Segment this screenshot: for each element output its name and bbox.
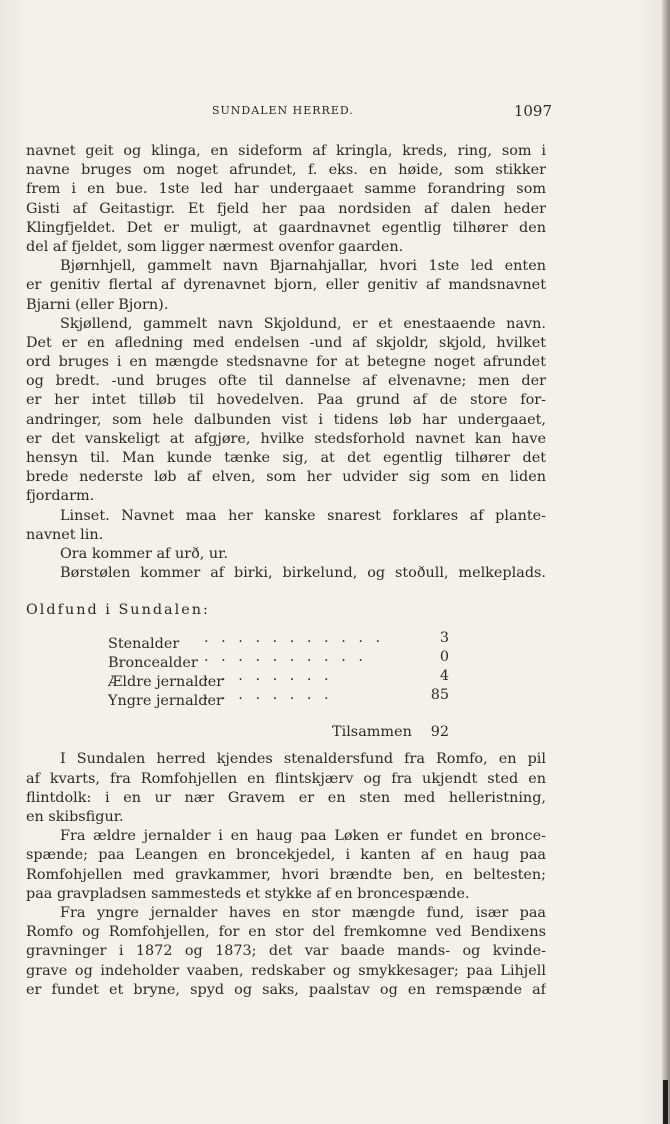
leader-dots: . . . . . . . . . . bbox=[204, 648, 367, 665]
page-header bbox=[212, 104, 552, 126]
leader-dots: . . . . . . . . . . . bbox=[204, 629, 385, 646]
section-heading: Oldfund i Sundalen: bbox=[26, 602, 210, 619]
text-line: Linset. Navnet maa her kanske snarest forklares af plante- bbox=[60, 507, 546, 524]
text-line: Bjørnhjell, gammelt navn Bjarnahjallar, hvori 1ste led enten bbox=[60, 258, 546, 275]
table-total-row bbox=[26, 723, 546, 742]
spacer bbox=[26, 705, 546, 723]
text-line: flintdolk: i en ur nær Gravem er en sten med helleristning, bbox=[26, 789, 546, 806]
text-line: fjordarm. bbox=[26, 488, 95, 505]
text-line: spænde; paa Leangen en broncekjedel, i kanten af en haug paa bbox=[26, 847, 546, 864]
leader-dots: . . . . . . . . bbox=[204, 667, 333, 684]
text-line: Det er en afledning med endelsen -und af skjoldr, skjold, hvilket bbox=[26, 334, 546, 351]
text-line: Børstølen kommer af birki, birkelund, og stoðull, melkeplads. bbox=[60, 565, 546, 582]
total-label: Tilsammen bbox=[332, 724, 412, 741]
text-line: Fra ældre jernalder i en haug paa Løken er fundet en bronce- bbox=[60, 828, 546, 845]
book-spine-edge bbox=[662, 0, 670, 1124]
row-label: Stenalder bbox=[108, 635, 180, 652]
spacer bbox=[26, 621, 546, 629]
text-line: er genitiv flertal af dyrenavnet bjorn, eller genitiv af mandsnavnet bbox=[26, 277, 546, 294]
text-line: navnet lin. bbox=[26, 526, 104, 543]
total-value: 92 bbox=[430, 724, 449, 741]
running-head: SUNDALEN HERRED. bbox=[212, 104, 354, 117]
spacer bbox=[26, 583, 546, 601]
text-line: af kvarts, fra Romfohjellen en flintskjærv og fra ukjendt sted en bbox=[26, 770, 546, 787]
text-line: andringer, som hele dalbunden vist i tidens løb har undergaaet, bbox=[26, 411, 546, 428]
text-line: Bjarni (eller Bjorn). bbox=[26, 296, 169, 313]
text-line: Gisti af Geitastigr. Et fjeld her paa nordsiden af dalen heder bbox=[26, 200, 546, 217]
spine-dark-mark bbox=[663, 1080, 668, 1124]
text-line: er her intet tilløb til hovedelven. Paa grund af de store for- bbox=[26, 392, 546, 409]
text-line: Ora kommer af urð, ur. bbox=[60, 545, 229, 562]
table-row bbox=[26, 686, 546, 710]
spacer bbox=[26, 742, 546, 750]
text-line: del af fjeldet, som ligger nærmest ovenfor gaarden. bbox=[26, 238, 404, 255]
text-line: er det vanskeligt at afgjøre, hvilke stedsforhold navnet kan have bbox=[26, 430, 546, 447]
text-line: I Sundalen herred kjendes stenaldersfund fra Romfo, en pil bbox=[60, 751, 546, 768]
row-value: 85 bbox=[430, 687, 449, 704]
body-text bbox=[26, 142, 546, 1000]
text-line: Romfo og Romfohjellen, for en stor del fremkomne ved Bendixens bbox=[26, 924, 546, 941]
text-line: grave og indeholder vaaben, redskaber og smykkesager; paa Lihjell bbox=[26, 962, 546, 979]
text-line: Klingfjeldet. Det er muligt, at gaardnavnet egentlig tilhører den bbox=[26, 219, 546, 236]
table-row bbox=[26, 629, 546, 652]
table-row bbox=[26, 648, 546, 671]
table-row bbox=[26, 667, 546, 691]
text-line: navne bruges om noget afrundet, f. eks. en høide, som stikker bbox=[26, 162, 546, 179]
text-line: frem i en bue. 1ste led har undergaaet samme forandring som bbox=[26, 181, 546, 198]
text-line: gravninger i 1872 og 1873; det var baade mands- og kvinde- bbox=[26, 943, 546, 960]
text-line: ord bruges i en mængde stedsnavne for at betegne noget afrundet bbox=[26, 354, 546, 371]
row-label: Yngre jernalder bbox=[108, 693, 223, 710]
row-value: 3 bbox=[439, 629, 449, 646]
text-line: hensyn til. Man kunde tænke sig, at det egentlig tilhører det bbox=[26, 450, 546, 466]
text-line: Skjøllend, gammelt navn Skjoldund, er et enestaaende navn. bbox=[60, 315, 546, 332]
leader-dots: . . . . . . . . bbox=[204, 687, 333, 704]
row-label: Broncealder bbox=[108, 654, 198, 671]
text-line: er fundet et bryne, spyd og saks, paalstav og en remspænde af bbox=[26, 981, 546, 998]
text-line: Romfohjellen med gravkammer, hvori brændte ben, en beltesten; bbox=[26, 866, 546, 883]
row-value: 4 bbox=[439, 667, 449, 684]
page-number: 1097 bbox=[513, 102, 552, 120]
text-line: og bredt. -und bruges ofte til dannelse af elvenavne; men der bbox=[26, 373, 546, 390]
oldfund-table bbox=[26, 629, 546, 743]
text-line: Fra yngre jernalder haves en stor mængde fund, især paa bbox=[60, 904, 546, 921]
text-line: navnet geit og klinga, en sideform af kringla, kreds, ring, som i bbox=[26, 143, 546, 159]
text-line: paa gravpladsen sammesteds et stykke af en broncespænde. bbox=[26, 885, 470, 902]
text-line: en skibsfigur. bbox=[26, 809, 124, 825]
row-value: 0 bbox=[439, 648, 449, 665]
row-label: Ældre jernalder bbox=[108, 674, 224, 691]
text-line: brede nederste løb af elven, som her udvider sig som en liden bbox=[26, 469, 546, 486]
